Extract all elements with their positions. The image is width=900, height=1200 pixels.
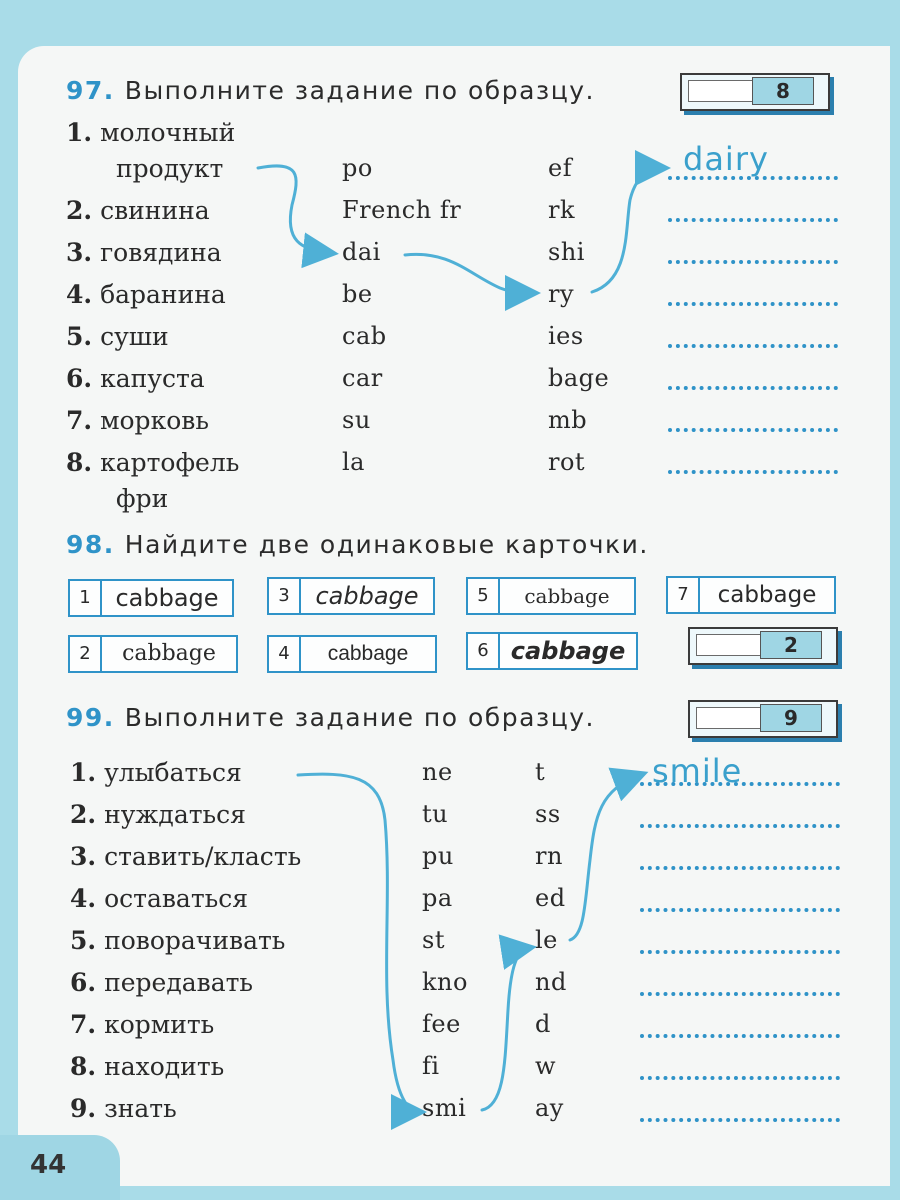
ex99-item: [70, 884, 248, 913]
syllable-start: car: [342, 364, 383, 392]
syllable-end: rot: [548, 448, 586, 476]
syllable-end: le: [535, 926, 558, 954]
syllable-start: pu: [422, 842, 454, 870]
exercise-98-score: 2: [760, 631, 822, 659]
syllable-end: rk: [548, 196, 576, 224]
ex99-item: [70, 968, 253, 997]
answer-line[interactable]: [640, 950, 840, 954]
syllable-start: su: [342, 406, 371, 434]
item-number: 2.: [66, 196, 93, 225]
item-number: 3.: [66, 238, 93, 267]
card-4[interactable]: [267, 635, 437, 673]
item-number: 5.: [66, 322, 93, 351]
exercise-99-title: 99. Выполните задание по образцу.: [66, 703, 595, 732]
item-number: 4.: [66, 280, 93, 309]
card-number: 5: [468, 579, 500, 613]
syllable-start: cab: [342, 322, 387, 350]
exercise-97-title: 97. Выполните задание по образцу.: [66, 76, 595, 105]
syllable-start: la: [342, 448, 365, 476]
syllable-end: w: [535, 1052, 557, 1080]
exercise-99-number: 99.: [66, 703, 115, 732]
syllable-end: mb: [548, 406, 588, 434]
card-5[interactable]: [466, 577, 636, 615]
russian-word-line2: продукт: [116, 154, 224, 183]
item-number: 1.: [70, 758, 97, 787]
ex97-item: [66, 118, 235, 147]
syllable-start: kno: [422, 968, 468, 996]
item-number: 1.: [66, 118, 93, 147]
answer-line[interactable]: [640, 908, 840, 912]
syllable-start: po: [342, 154, 373, 182]
answer-line[interactable]: [640, 1118, 840, 1122]
russian-word: оставаться: [104, 884, 249, 913]
card-2[interactable]: [68, 635, 238, 673]
russian-word: поворачивать: [104, 926, 286, 955]
card-word: cabbage: [717, 582, 817, 608]
item-number: 2.: [70, 800, 97, 829]
exercise-99-score-box: [688, 700, 838, 738]
russian-word: морковь: [100, 406, 209, 435]
item-number: 6.: [70, 968, 97, 997]
russian-word: свинина: [100, 196, 210, 225]
syllable-end: bage: [548, 364, 610, 392]
exercise-99-score: 9: [760, 704, 822, 732]
item-number: 6.: [66, 364, 93, 393]
exercise-98-number: 98.: [66, 530, 115, 559]
exercise-97-number: 97.: [66, 76, 115, 105]
russian-word: капуста: [100, 364, 205, 393]
answer-line[interactable]: [640, 1076, 840, 1080]
card-number: 4: [269, 637, 301, 671]
answer-line[interactable]: [668, 218, 838, 222]
answer-line[interactable]: [668, 386, 838, 390]
russian-word: говядина: [100, 238, 222, 267]
ex97-item: [66, 322, 169, 351]
card-number: 2: [70, 637, 102, 671]
russian-word: молочный: [100, 118, 236, 147]
exercise-97-answer: dairy: [683, 140, 769, 178]
syllable-end: nd: [535, 968, 567, 996]
item-number: 8.: [70, 1052, 97, 1081]
item-number: 8.: [66, 448, 93, 477]
russian-word: картофель: [100, 448, 240, 477]
exercise-97-score: 8: [752, 77, 814, 105]
russian-word: баранина: [100, 280, 226, 309]
score-blank: [696, 634, 768, 656]
russian-word: кормить: [104, 1010, 215, 1039]
ex99-item: [70, 1052, 224, 1081]
russian-word-line2: фри: [116, 484, 169, 513]
card-number: 3: [269, 579, 301, 613]
syllable-end: shi: [548, 238, 585, 266]
answer-line[interactable]: [668, 470, 838, 474]
ex97-item: [66, 364, 205, 393]
syllable-start: French fr: [342, 196, 462, 224]
card-word: cabbage: [524, 584, 610, 608]
item-number: 9.: [70, 1094, 97, 1123]
syllable-start: tu: [422, 800, 449, 828]
card-1[interactable]: [68, 579, 234, 617]
syllable-start: dai: [342, 238, 381, 266]
syllable-end: ay: [535, 1094, 564, 1122]
syllable-start: smi: [422, 1094, 467, 1122]
ex99-item: [70, 1010, 214, 1039]
syllable-end: ed: [535, 884, 566, 912]
item-number: 5.: [70, 926, 97, 955]
ex99-item: [70, 1094, 177, 1123]
syllable-start: pa: [422, 884, 453, 912]
syllable-end: rn: [535, 842, 563, 870]
ex97-item: [66, 238, 222, 267]
item-number: 7.: [66, 406, 93, 435]
card-6[interactable]: [466, 632, 638, 670]
syllable-end: ss: [535, 800, 561, 828]
card-word: cabbage: [115, 584, 219, 612]
syllable-start: fi: [422, 1052, 440, 1080]
syllable-start: st: [422, 926, 445, 954]
card-3[interactable]: [267, 577, 435, 615]
card-number: 7: [668, 578, 700, 612]
score-blank: [696, 707, 768, 729]
card-word: cabbage: [327, 642, 409, 665]
exercise-98-title: 98. Найдите две одинаковые карточки.: [66, 530, 649, 559]
syllable-end: d: [535, 1010, 551, 1038]
answer-line[interactable]: [668, 428, 838, 432]
page-number: 44: [30, 1150, 67, 1180]
card-word: cabbage: [122, 641, 216, 666]
ex97-item: [66, 448, 239, 477]
score-blank: [688, 80, 760, 102]
answer-line[interactable]: [668, 260, 838, 264]
item-number: 3.: [70, 842, 97, 871]
syllable-end: ef: [548, 154, 573, 182]
card-7[interactable]: [666, 576, 836, 614]
russian-word: ставить/класть: [104, 842, 302, 871]
answer-line[interactable]: [640, 992, 840, 996]
russian-word: находить: [104, 1052, 225, 1081]
syllable-start: ne: [422, 758, 453, 786]
exercise-99-answer: smile: [652, 752, 743, 790]
russian-word: нуждаться: [104, 800, 246, 829]
answer-line[interactable]: [668, 302, 838, 306]
syllable-end: t: [535, 758, 546, 786]
exercise-97-score-box: [680, 73, 830, 111]
answer-line[interactable]: [640, 824, 840, 828]
item-number: 4.: [70, 884, 97, 913]
ex99-item: [70, 758, 242, 787]
russian-word: суши: [100, 322, 169, 351]
ex97-item: [66, 406, 209, 435]
syllable-start: be: [342, 280, 373, 308]
ex99-item: [70, 926, 285, 955]
syllable-end: ry: [548, 280, 575, 308]
syllable-start: fee: [422, 1010, 461, 1038]
answer-line[interactable]: [640, 866, 840, 870]
answer-line[interactable]: [640, 1034, 840, 1038]
card-word: cabbage: [510, 637, 626, 665]
exercise-98-score-box: [688, 627, 838, 665]
russian-word: знать: [104, 1094, 177, 1123]
syllable-end: ies: [548, 322, 584, 350]
russian-word: передавать: [104, 968, 254, 997]
card-number: 6: [468, 634, 500, 668]
ex99-item: [70, 800, 246, 829]
card-number: 1: [70, 581, 102, 615]
answer-line[interactable]: [668, 344, 838, 348]
ex97-item: [66, 196, 210, 225]
ex99-item: [70, 842, 301, 871]
russian-word: улыбаться: [104, 758, 242, 787]
item-number: 7.: [70, 1010, 97, 1039]
ex97-item: [66, 280, 226, 309]
card-word: cabbage: [315, 582, 419, 610]
